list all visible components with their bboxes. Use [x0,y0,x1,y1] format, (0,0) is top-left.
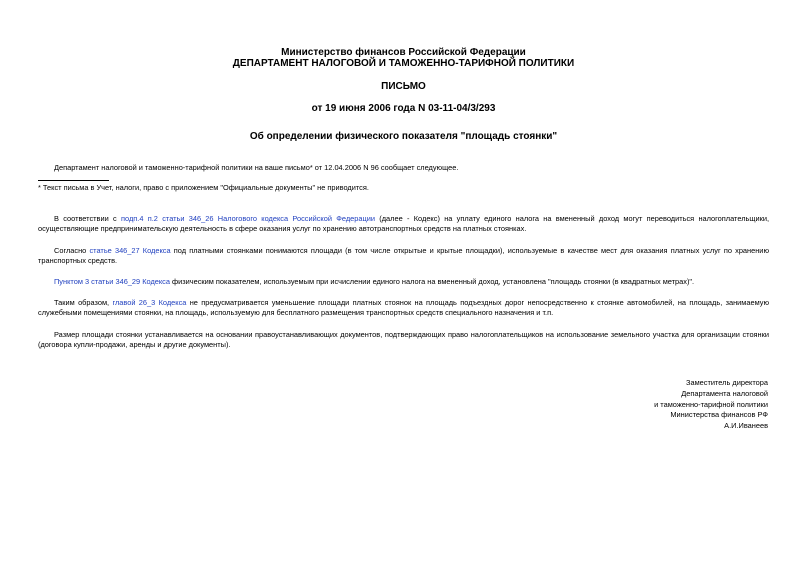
signature-ministry: Министерства финансов РФ [670,410,768,420]
paragraph-1-after: (далее - Кодекс) на уплату единого налога на вмененный доход могут переводиться налогоплательщики, осуществляющие предпринимательскую деятельность в сфере оказания услуг по хранению автотранспортных средств на платных стоянках. [38,214,769,234]
paragraph-2 [38,246,769,267]
paragraph-3-after: физическим показателем, используемым при исчислении единого налога на вмененный доход, установлена "площадь стоянки (в квадратных метрах)". [170,277,695,286]
paragraph-3 [38,277,769,287]
paragraph-4-before: Таким образом, [54,298,113,307]
paragraph-4 [38,298,769,319]
footnote-rule [38,180,109,181]
paragraph-1-before: В соответствии с [54,214,122,223]
link-chapter-26-3[interactable]: главой 26_3 Кодекса [112,298,187,307]
paragraph-2-before: Согласно [54,246,90,255]
signature-department: Департамента налоговой [681,388,768,398]
signature-block [654,378,768,432]
signature-policy: и таможенно-тарифной политики [654,399,768,409]
document-subject: Об определении физического показателя "площадь стоянки" [249,131,558,142]
paragraph-1 [38,214,769,235]
link-article-346-27[interactable]: статье 346_27 Кодекса [89,246,171,255]
header-department: ДЕПАРТАМЕНТ НАЛОГОВОЙ И ТАМОЖЕННО-ТАРИФНОЙ ПОЛИТИКИ [232,58,575,69]
signature-title: Заместитель директора [686,378,768,387]
header-ministry: Министерство финансов Российской Федерации [281,47,526,58]
link-article-346-29[interactable]: Пунктом 3 статьи 346_29 Кодекса [54,277,170,286]
signature-name: А.И.Иванеев [724,421,768,431]
intro-paragraph: Департамент налоговой и таможенно-тарифной политики на ваше письмо* от 12.04.2006 N 96 сообщает следующее. [54,163,459,172]
document-date-number: от 19 июня 2006 года N 03-11-04/3/293 [311,103,496,114]
document-type: ПИСЬМО [381,81,426,92]
footnote: * Текст письма в Учет, налоги, право с приложением "Официальные документы" не приводится. [38,183,369,192]
link-code-article-346-26[interactable]: подп.4 п.2 статьи 346_26 Налогового кодекса Российской Федерации [121,214,375,223]
paragraph-2-after: под платными стоянками понимаются площади (в том числе открытые и крытые площадки), используемые в качестве мест для оказания платных услуг по хранению транспортных средств. [38,246,769,266]
paragraph-5: Размер площади стоянки устанавливается на основании правоустанавливающих документов, подтверждающих право налогоплательщиков на использование земельного участка для организации стоянки (договора купли-продажи, аренды и другие документы). [38,330,769,350]
paragraph-4-after: не предусматривается уменьшение площади платных стоянок на площадь подъездных дорог непосредственно к стоянке автомобилей, на площадь, занимаемую служебными помещениями стоянки, на площадь, используемую для бесплатного размещения транспортных средств специального назначения и т.п. [38,298,769,318]
